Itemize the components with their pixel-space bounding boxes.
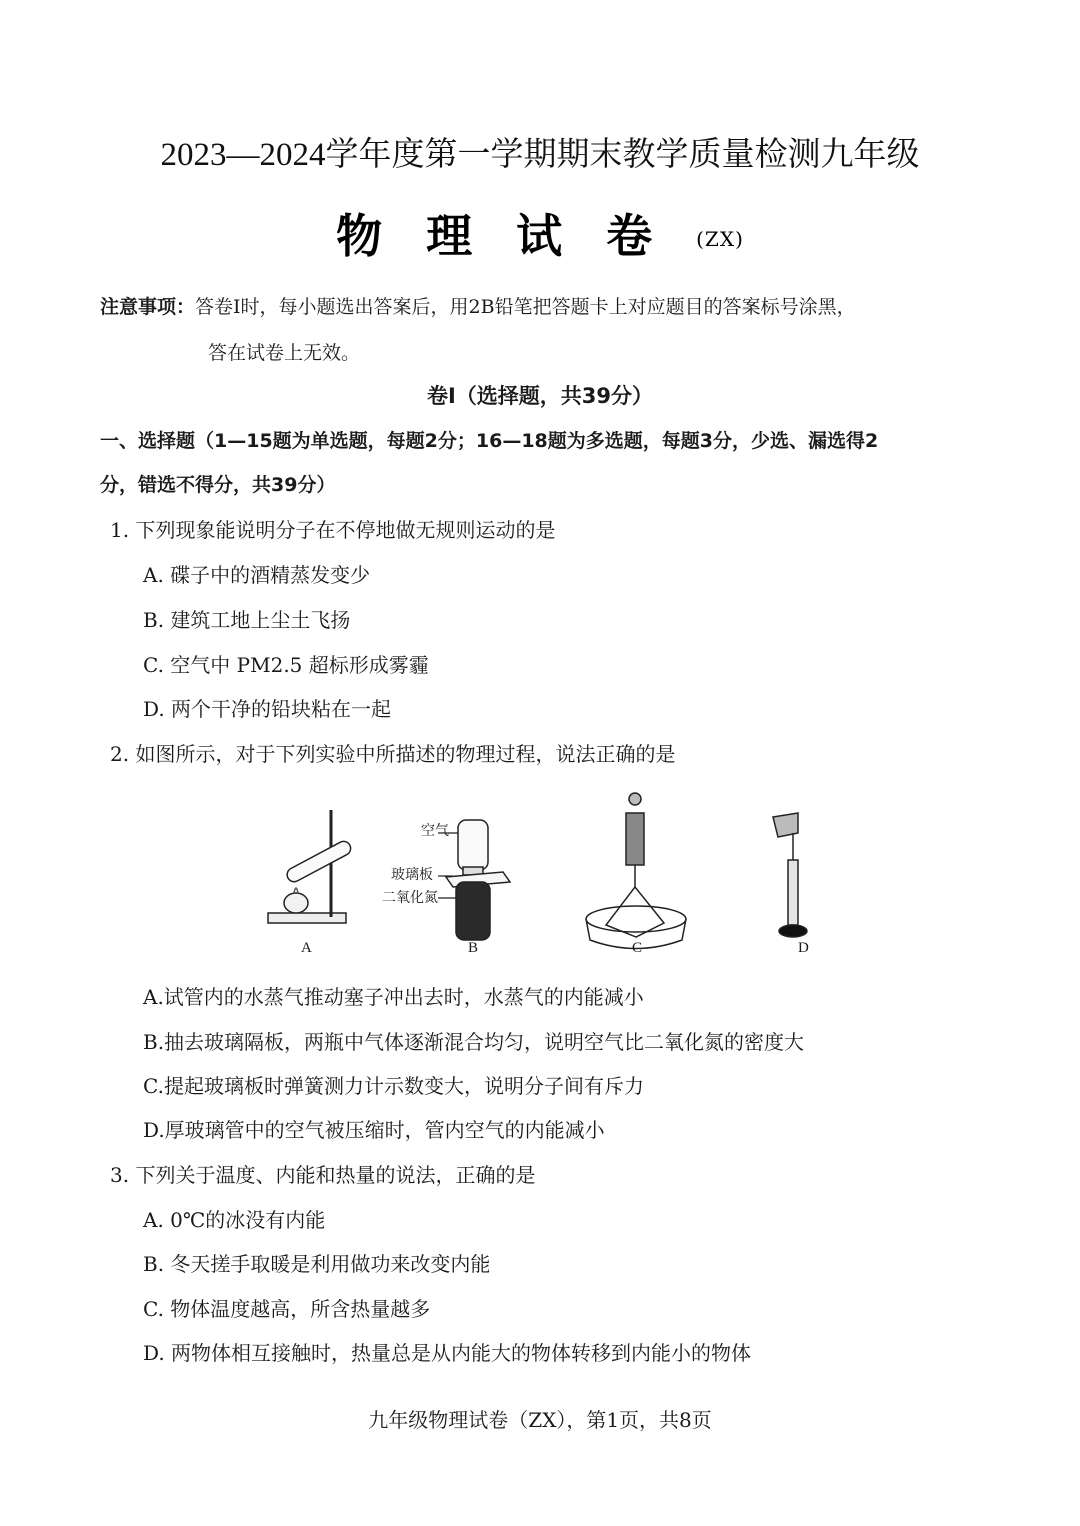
exam-header-line: 2023—2024学年度第一学期期末教学质量检测九年级 bbox=[160, 137, 920, 173]
notice bbox=[100, 292, 856, 319]
question-2-option-d: D.厚玻璃管中的空气被压缩时，管内空气的内能减小 bbox=[143, 1118, 605, 1142]
title-char: 卷 bbox=[606, 209, 697, 263]
page-footer: 九年级物理试卷（ZX），第1页，共8页 bbox=[368, 1408, 712, 1432]
notice-label: 注意事项： bbox=[100, 296, 196, 318]
label-glass-plate: 玻璃板 bbox=[391, 867, 433, 883]
question-1-option-c: C. 空气中 PM2.5 超标形成雾霾 bbox=[143, 653, 429, 677]
question-3-stem: 3. 下列关于温度、内能和热量的说法，正确的是 bbox=[110, 1163, 536, 1187]
title-char: 试 bbox=[516, 209, 607, 263]
exam-title bbox=[0, 200, 1080, 266]
question-2-option-b: B.抽去玻璃隔板，两瓶中气体逐渐混合均匀，说明空气比二氧化氮的密度大 bbox=[143, 1030, 805, 1054]
panel-label-c: C bbox=[632, 940, 643, 956]
question-3-option-c: C. 物体温度越高，所含热量越多 bbox=[143, 1297, 431, 1321]
notice-text: 答卷Ⅰ时，每小题选出答案后，用2B铅笔把答题卡上对应题目的答案标号涂黑， bbox=[195, 296, 856, 318]
experiment-illustrations bbox=[258, 785, 838, 960]
question-3-option-d: D. 两物体相互接触时，热量总是从内能大的物体转移到内能小的物体 bbox=[143, 1341, 752, 1365]
question-1-option-a: A. 碟子中的酒精蒸发变少 bbox=[143, 563, 371, 587]
question-3-option-a: A. 0℃的冰没有内能 bbox=[143, 1208, 326, 1232]
question-1-stem: 1. 下列现象能说明分子在不停地做无规则运动的是 bbox=[110, 518, 556, 542]
test-tube-heating-illustration bbox=[268, 810, 353, 923]
section-instructions: 一、选择题（1—15题为单选题，每题2分；16—18题为多选题，每题3分，少选、漏选得2 bbox=[100, 430, 879, 452]
panel-label-b: B bbox=[468, 940, 479, 956]
question-2-option-a: A.试管内的水蒸气推动塞子冲出去时，水蒸气的内能减小 bbox=[143, 985, 644, 1009]
label-air: 空气 bbox=[421, 823, 449, 839]
title-char: 理 bbox=[426, 209, 517, 263]
volume-title: 卷Ⅰ（选择题，共39分） bbox=[426, 384, 654, 408]
title-char: 物 bbox=[336, 209, 427, 263]
panel-label-d: D bbox=[798, 940, 809, 956]
question-2-option-c: C.提起玻璃板时弹簧测力计示数变大，说明分子间有斥力 bbox=[143, 1074, 644, 1098]
section-instructions-continued: 分，错选不得分，共39分） bbox=[100, 474, 336, 496]
question-1-option-d: D. 两个干净的铅块粘在一起 bbox=[143, 697, 392, 721]
exam-code: (ZX) bbox=[696, 227, 744, 251]
notice-text-continued: 答在试卷上无效。 bbox=[208, 342, 361, 364]
spring-scale-illustration bbox=[586, 793, 686, 949]
question-2-figure bbox=[258, 785, 838, 960]
question-2-stem: 2. 如图所示，对于下列实验中所描述的物理过程，说法正确的是 bbox=[110, 742, 676, 766]
question-3-option-b: B. 冬天搓手取暖是利用做功来改变内能 bbox=[143, 1252, 491, 1276]
air-compression-tube-illustration bbox=[773, 813, 807, 937]
question-1-option-b: B. 建筑工地上尘土飞扬 bbox=[143, 608, 351, 632]
label-nitrogen-dioxide: 二氧化氮 bbox=[382, 890, 438, 906]
panel-label-a: A bbox=[301, 940, 312, 956]
